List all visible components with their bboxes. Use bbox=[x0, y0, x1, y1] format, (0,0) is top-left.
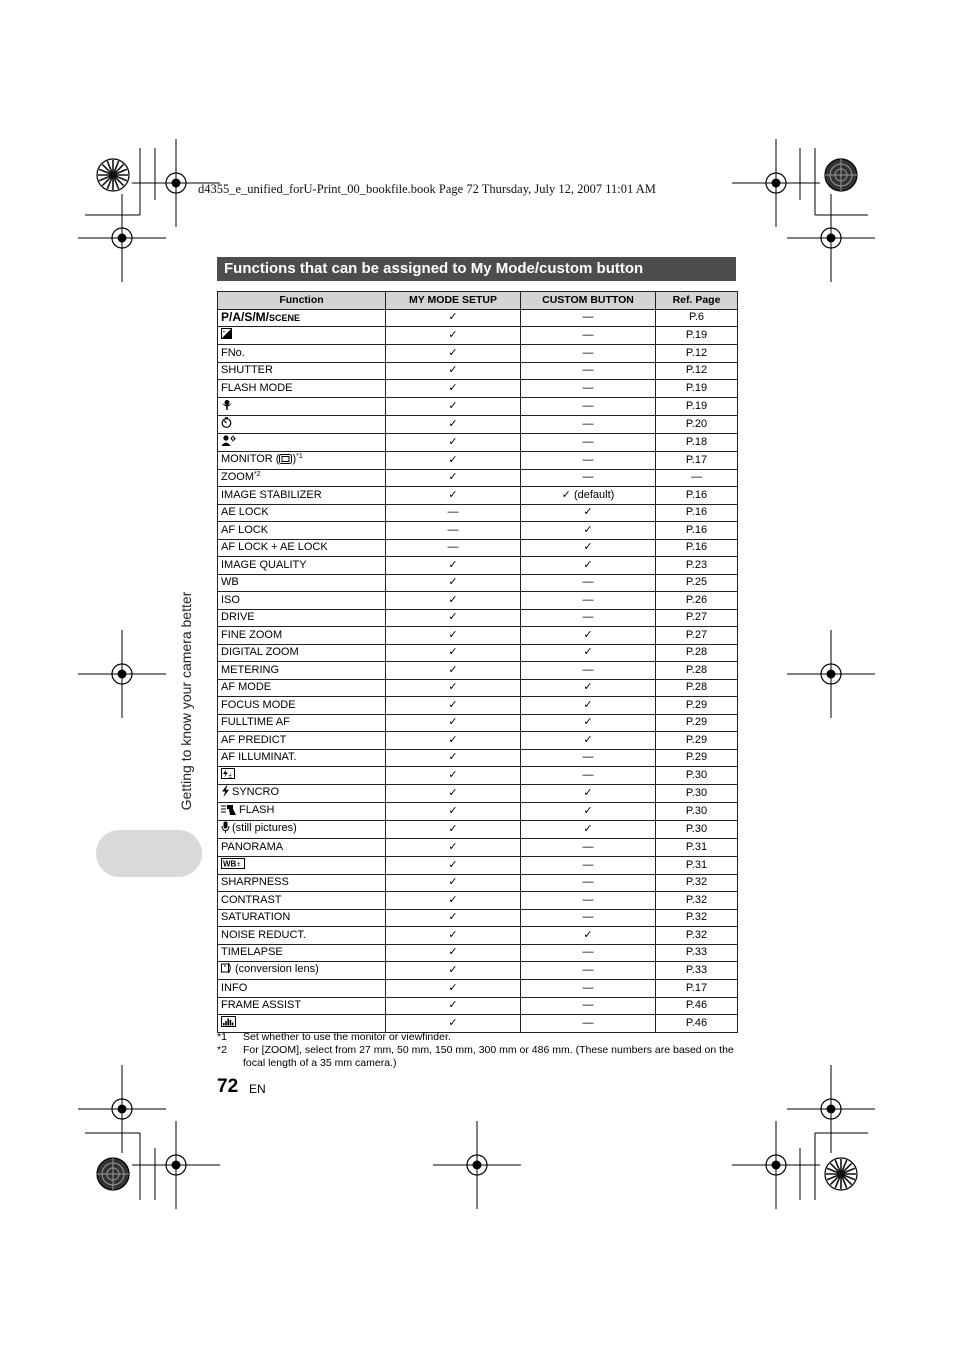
cell-ref-page: P.29 bbox=[656, 749, 738, 767]
cell-ref-page: P.27 bbox=[656, 627, 738, 645]
function-label: (still pictures) bbox=[232, 822, 297, 834]
cell-custom-button: ✓ bbox=[521, 627, 656, 645]
cell-custom-button: ✓ bbox=[521, 785, 656, 803]
cell-my-mode-setup: ✓ bbox=[386, 309, 521, 327]
cell-my-mode-setup: ✓ bbox=[386, 803, 521, 821]
function-label: ISO bbox=[221, 593, 240, 606]
cell-custom-button: — bbox=[521, 415, 656, 433]
function-label: SHARPNESS bbox=[221, 876, 289, 889]
cell-ref-page: P.19 bbox=[656, 327, 738, 345]
function-label: FULLTIME AF bbox=[221, 716, 290, 729]
cell-custom-button: ✓ bbox=[521, 644, 656, 662]
cell-custom-button: — bbox=[521, 839, 656, 857]
cell-ref-page: P.29 bbox=[656, 697, 738, 715]
cell-ref-page: P.12 bbox=[656, 362, 738, 380]
cell-custom-button: ✓ bbox=[521, 557, 656, 575]
function-label: AF MODE bbox=[221, 681, 272, 694]
function-label: IMAGE QUALITY bbox=[221, 558, 307, 571]
cell-ref-page: P.32 bbox=[656, 874, 738, 892]
cell-my-mode-setup: ✓ bbox=[386, 627, 521, 645]
page-language: EN bbox=[249, 1082, 266, 1096]
cell-my-mode-setup: ✓ bbox=[386, 592, 521, 610]
function-label: AF PREDICT bbox=[221, 733, 287, 746]
function-label: DIGITAL ZOOM bbox=[221, 646, 299, 659]
side-section-label: Getting to know your camera better bbox=[178, 591, 194, 811]
cell-my-mode-setup: ✓ bbox=[386, 767, 521, 785]
cell-ref-page: P.33 bbox=[656, 944, 738, 962]
header-function: Function bbox=[218, 292, 386, 310]
cell-my-mode-setup: ✓ bbox=[386, 980, 521, 998]
function-label: AF LOCK + AE LOCK bbox=[221, 541, 328, 554]
cell-ref-page: P.16 bbox=[656, 539, 738, 557]
cell-my-mode-setup: ✓ bbox=[386, 433, 521, 451]
cell-ref-page: P.29 bbox=[656, 732, 738, 750]
footnote-reference: *2 bbox=[254, 471, 261, 479]
cell-my-mode-setup: ✓ bbox=[386, 679, 521, 697]
cell-custom-button: ✓ bbox=[521, 697, 656, 715]
function-label: CONTRAST bbox=[221, 893, 282, 906]
cell-custom-button: — bbox=[521, 592, 656, 610]
cell-ref-page: P.25 bbox=[656, 574, 738, 592]
cell-my-mode-setup: ✓ bbox=[386, 662, 521, 680]
cell-my-mode-setup: ✓ bbox=[386, 697, 521, 715]
cell-custom-button: ✓ bbox=[521, 821, 656, 839]
cell-my-mode-setup: ✓ bbox=[386, 469, 521, 487]
svg-text:+: + bbox=[222, 329, 226, 335]
footnote-reference: *1 bbox=[296, 452, 303, 460]
function-label: FOCUS MODE bbox=[221, 698, 296, 711]
print-header: d4355_e_unified_forU-Print_00_bookfile.book Page 72 Thursday, July 12, 2007 11:01 AM bbox=[198, 182, 656, 196]
cell-my-mode-setup: ✓ bbox=[386, 397, 521, 415]
cell-ref-page: P.18 bbox=[656, 433, 738, 451]
page-number: 72 bbox=[217, 1076, 239, 1097]
function-label: IMAGE STABILIZER bbox=[221, 488, 322, 501]
cell-custom-button: — bbox=[521, 362, 656, 380]
cell-ref-page: P.16 bbox=[656, 504, 738, 522]
cell-ref-page: P.30 bbox=[656, 821, 738, 839]
function-label: SHUTTER bbox=[221, 364, 273, 377]
function-label: FLASH MODE bbox=[221, 381, 293, 394]
function-label: PANORAMA bbox=[221, 840, 284, 853]
footnote-text: Set whether to use the monitor or viewfinder. bbox=[243, 1031, 451, 1043]
cell-my-mode-setup: ✓ bbox=[386, 927, 521, 945]
cell-my-mode-setup: ✓ bbox=[386, 785, 521, 803]
function-label: DRIVE bbox=[221, 611, 255, 624]
cell-ref-page: P.17 bbox=[656, 980, 738, 998]
cell-custom-button: — bbox=[521, 397, 656, 415]
cell-custom-button: — bbox=[521, 433, 656, 451]
cell-ref-page: P.19 bbox=[656, 397, 738, 415]
function-label: FINE ZOOM bbox=[221, 628, 283, 641]
header-my-mode-setup: MY MODE SETUP bbox=[386, 292, 521, 310]
cell-ref-page: P.28 bbox=[656, 644, 738, 662]
cell-custom-button: — bbox=[521, 856, 656, 874]
cell-ref-page: P.28 bbox=[656, 662, 738, 680]
svg-text:±: ± bbox=[237, 861, 241, 868]
cell-ref-page: P.46 bbox=[656, 1015, 738, 1033]
function-label: INFO bbox=[221, 981, 248, 994]
cell-custom-button: ✓ bbox=[521, 714, 656, 732]
cell-my-mode-setup: ✓ bbox=[386, 874, 521, 892]
cell-ref-page: P.31 bbox=[656, 856, 738, 874]
cell-my-mode-setup: ✓ bbox=[386, 557, 521, 575]
cell-ref-page: P.32 bbox=[656, 909, 738, 927]
cell-custom-button: — bbox=[521, 327, 656, 345]
cell-my-mode-setup: ✓ bbox=[386, 732, 521, 750]
function-label: AF LOCK bbox=[221, 523, 269, 536]
cell-my-mode-setup: ✓ bbox=[386, 856, 521, 874]
cell-ref-page: P.31 bbox=[656, 839, 738, 857]
cell-my-mode-setup: ✓ bbox=[386, 380, 521, 398]
cell-ref-page: P.46 bbox=[656, 997, 738, 1015]
cell-my-mode-setup: ✓ bbox=[386, 1015, 521, 1033]
cell-my-mode-setup: ✓ bbox=[386, 574, 521, 592]
cell-ref-page: P.30 bbox=[656, 785, 738, 803]
cell-custom-button: — bbox=[521, 980, 656, 998]
cell-custom-button: ✓ (default) bbox=[521, 487, 656, 505]
cell-my-mode-setup: ✓ bbox=[386, 327, 521, 345]
cell-my-mode-setup: ✓ bbox=[386, 451, 521, 469]
function-label: NOISE REDUCT. bbox=[221, 928, 306, 941]
cell-custom-button: — bbox=[521, 749, 656, 767]
cell-ref-page: — bbox=[656, 469, 738, 487]
cell-my-mode-setup: ✓ bbox=[386, 909, 521, 927]
cell-custom-button: — bbox=[521, 609, 656, 627]
cell-my-mode-setup: — bbox=[386, 522, 521, 540]
cell-custom-button: — bbox=[521, 892, 656, 910]
cell-custom-button: — bbox=[521, 309, 656, 327]
cell-my-mode-setup: ✓ bbox=[386, 944, 521, 962]
cell-ref-page: P.32 bbox=[656, 892, 738, 910]
cell-my-mode-setup: ✓ bbox=[386, 749, 521, 767]
cell-my-mode-setup: — bbox=[386, 539, 521, 557]
cell-ref-page: P.6 bbox=[656, 309, 738, 327]
cell-custom-button: — bbox=[521, 962, 656, 980]
function-label: ZOOM bbox=[221, 471, 254, 484]
function-label: MONITOR ( bbox=[221, 452, 280, 465]
cell-custom-button: — bbox=[521, 874, 656, 892]
cell-custom-button: ✓ bbox=[521, 679, 656, 697]
function-label: FRAME ASSIST bbox=[221, 999, 302, 1012]
cell-ref-page: P.23 bbox=[656, 557, 738, 575]
cell-my-mode-setup: ✓ bbox=[386, 487, 521, 505]
cell-custom-button: ✓ bbox=[521, 522, 656, 540]
cell-my-mode-setup: ✓ bbox=[386, 345, 521, 363]
cell-custom-button: — bbox=[521, 767, 656, 785]
header-ref-page: Ref. Page bbox=[656, 292, 738, 310]
cell-ref-page: P.26 bbox=[656, 592, 738, 610]
cell-my-mode-setup: ✓ bbox=[386, 644, 521, 662]
cell-my-mode-setup: — bbox=[386, 504, 521, 522]
cell-ref-page: P.33 bbox=[656, 962, 738, 980]
cell-custom-button: — bbox=[521, 997, 656, 1015]
cell-my-mode-setup: ✓ bbox=[386, 962, 521, 980]
function-label: FNo. bbox=[221, 346, 245, 359]
cell-my-mode-setup: ✓ bbox=[386, 892, 521, 910]
cell-custom-button: — bbox=[521, 662, 656, 680]
cell-ref-page: P.29 bbox=[656, 714, 738, 732]
cell-custom-button: ✓ bbox=[521, 803, 656, 821]
cell-ref-page: P.30 bbox=[656, 803, 738, 821]
cell-ref-page: P.30 bbox=[656, 767, 738, 785]
cell-my-mode-setup: ✓ bbox=[386, 997, 521, 1015]
cell-custom-button: — bbox=[521, 1015, 656, 1033]
cell-ref-page: P.28 bbox=[656, 679, 738, 697]
cell-my-mode-setup: ✓ bbox=[386, 609, 521, 627]
cell-custom-button: — bbox=[521, 944, 656, 962]
cell-ref-page: P.16 bbox=[656, 487, 738, 505]
function-label: WB bbox=[221, 576, 239, 589]
cell-custom-button: — bbox=[521, 469, 656, 487]
cell-my-mode-setup: ✓ bbox=[386, 821, 521, 839]
cell-my-mode-setup: ✓ bbox=[386, 362, 521, 380]
cell-custom-button: ✓ bbox=[521, 732, 656, 750]
cell-ref-page: P.16 bbox=[656, 522, 738, 540]
cell-custom-button: ✓ bbox=[521, 539, 656, 557]
svg-text:WB: WB bbox=[223, 859, 237, 868]
function-label: METERING bbox=[221, 663, 280, 676]
function-label: P/A/S/M/SCENE bbox=[221, 309, 301, 324]
function-label: SYNCRO bbox=[232, 786, 280, 798]
cell-ref-page: P.27 bbox=[656, 609, 738, 627]
header-custom-button: CUSTOM BUTTON bbox=[521, 292, 656, 310]
cell-custom-button: ✓ bbox=[521, 927, 656, 945]
cell-my-mode-setup: ✓ bbox=[386, 714, 521, 732]
cell-my-mode-setup: ✓ bbox=[386, 839, 521, 857]
svg-text:±: ± bbox=[228, 773, 232, 779]
footnote-text: For [ZOOM], select from 27 mm, 50 mm, 150 mm, 300 mm or 486 mm. (These numbers are based on the focal length of a 35 mm camera.) bbox=[243, 1044, 734, 1069]
function-label: TIMELAPSE bbox=[221, 946, 283, 959]
cell-custom-button: ✓ bbox=[521, 504, 656, 522]
cell-custom-button: — bbox=[521, 451, 656, 469]
cell-ref-page: P.17 bbox=[656, 451, 738, 469]
function-label: (conversion lens) bbox=[235, 963, 319, 975]
cell-my-mode-setup: ✓ bbox=[386, 415, 521, 433]
cell-custom-button: — bbox=[521, 909, 656, 927]
function-label-tail: ) bbox=[292, 452, 297, 465]
function-label: AF ILLUMINAT. bbox=[221, 751, 297, 764]
function-label: SATURATION bbox=[221, 911, 291, 924]
footnote-mark: *1 bbox=[217, 1031, 227, 1043]
cell-custom-button: — bbox=[521, 574, 656, 592]
footnote-mark: *2 bbox=[217, 1044, 227, 1056]
cell-custom-button: — bbox=[521, 345, 656, 363]
section-title: Functions that can be assigned to My Mode/custom button bbox=[217, 257, 736, 281]
function-label: AE LOCK bbox=[221, 506, 269, 519]
cell-ref-page: P.32 bbox=[656, 927, 738, 945]
cell-custom-button: — bbox=[521, 380, 656, 398]
function-label: FLASH bbox=[239, 804, 275, 816]
cell-ref-page: P.12 bbox=[656, 345, 738, 363]
cell-ref-page: P.19 bbox=[656, 380, 738, 398]
cell-ref-page: P.20 bbox=[656, 415, 738, 433]
